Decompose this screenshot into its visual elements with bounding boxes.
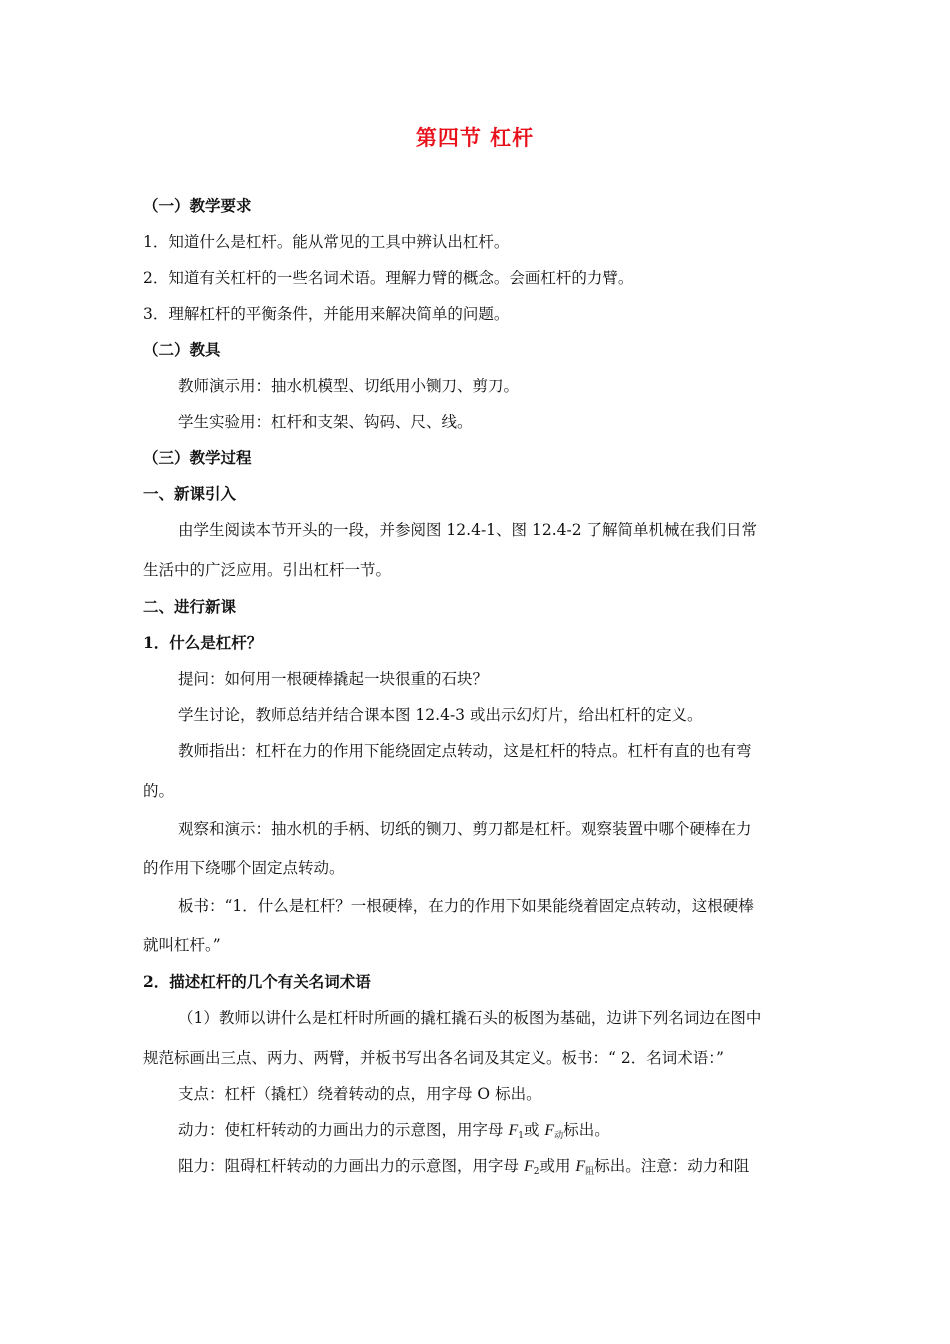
math-subscript: 动 (554, 1131, 564, 1141)
math-symbol: F (575, 1158, 586, 1175)
paragraph-line: 的作用下绕哪个固定点转动。 (143, 859, 345, 877)
paragraph-line: 教师演示用：抽水机模型、切纸用小铡刀、剪刀。 (178, 377, 520, 395)
paragraph-line: 的。 (143, 782, 175, 800)
paragraph-line: 板书：“1．什么是杠杆？一根硬棒，在力的作用下如果能绕着固定点转动，这根硬棒 (178, 897, 754, 915)
text-fragment: 动力：使杠杆转动的力画出力的示意图，用字母 (178, 1121, 509, 1139)
paragraph-line-resistance (178, 1156, 749, 1182)
text-fragment: 或用 (539, 1157, 576, 1175)
page-title: 第四节 杠杆 (415, 125, 535, 150)
subsection-heading-terms: 2．描述杠杆的几个有关名词术语 (143, 972, 371, 991)
section-heading-requirements: （一）教学要求 (143, 196, 252, 215)
math-symbol: F (523, 1158, 534, 1175)
paragraph-line: 就叫杠杆。” (143, 936, 221, 954)
paragraph-line: 教师指出：杠杆在力的作用下能绕固定点转动，这是杠杆的特点。杠杆有直的也有弯 (178, 742, 752, 760)
section-heading-process: （三）教学过程 (143, 448, 252, 467)
subsection-heading-what-is-lever: 1．什么是杠杆？ (143, 633, 263, 652)
text-fragment: 或 (523, 1121, 545, 1139)
paragraph-line: 提问：如何用一根硬棒撬起一块很重的石块？ (178, 670, 489, 688)
paragraph-line: 规范标画出三点、两力、两臂，并板书写出各名词及其定义。板书：“ 2．名词术语：” (143, 1049, 724, 1067)
section-heading-intro: 一、新课引入 (143, 484, 237, 503)
paragraph-line: 2．知道有关杠杆的一些名词术语。理解力臂的概念。会画杠杆的力臂。 (143, 269, 634, 287)
paragraph-line: 学生实验用：杠杆和支架、钩码、尺、线。 (178, 413, 473, 431)
math-symbol: F (508, 1122, 519, 1139)
paragraph-line: 学生讨论，教师总结并结合课本图 12.4-3 或出示幻灯片，给出杠杆的定义。 (178, 706, 703, 724)
paragraph-line: 3．理解杠杆的平衡条件，并能用来解决简单的问题。 (143, 305, 510, 323)
paragraph-line: 生活中的广泛应用。引出杠杆一节。 (143, 561, 392, 579)
math-subscript: 阻 (585, 1167, 595, 1177)
paragraph-line: 由学生阅读本节开头的一段，并参阅图 12.4-1、图 12.4-2 了解简单机械在我们日常 (178, 521, 758, 539)
paragraph-line: 1．知道什么是杠杆。能从常见的工具中辨认出杠杆。 (143, 233, 510, 251)
math-subscript: 2 (533, 1167, 540, 1177)
section-heading-tools: （二）教具 (143, 340, 221, 359)
paragraph-line-effort (178, 1120, 610, 1146)
paragraph-line: （1）教师以讲什么是杠杆时所画的撬杠撬石头的板图为基础，边讲下列名词边在图中 (178, 1009, 762, 1027)
text-fragment: 阻力：阻碍杠杆转动的力画出力的示意图，用字母 (178, 1157, 524, 1175)
math-symbol: F (544, 1122, 555, 1139)
text-fragment: 标出。 (563, 1121, 610, 1139)
math-subscript: 1 (518, 1131, 524, 1141)
paragraph-line: 支点：杠杆（撬杠）绕着转动的点，用字母 O 标出。 (178, 1085, 542, 1103)
text-fragment: 标出。注意：动力和阻 (594, 1157, 750, 1175)
section-heading-new-lesson: 二、进行新课 (143, 597, 237, 616)
paragraph-line: 观察和演示：抽水机的手柄、切纸的铡刀、剪刀都是杠杆。观察装置中哪个硬棒在力 (178, 820, 752, 838)
